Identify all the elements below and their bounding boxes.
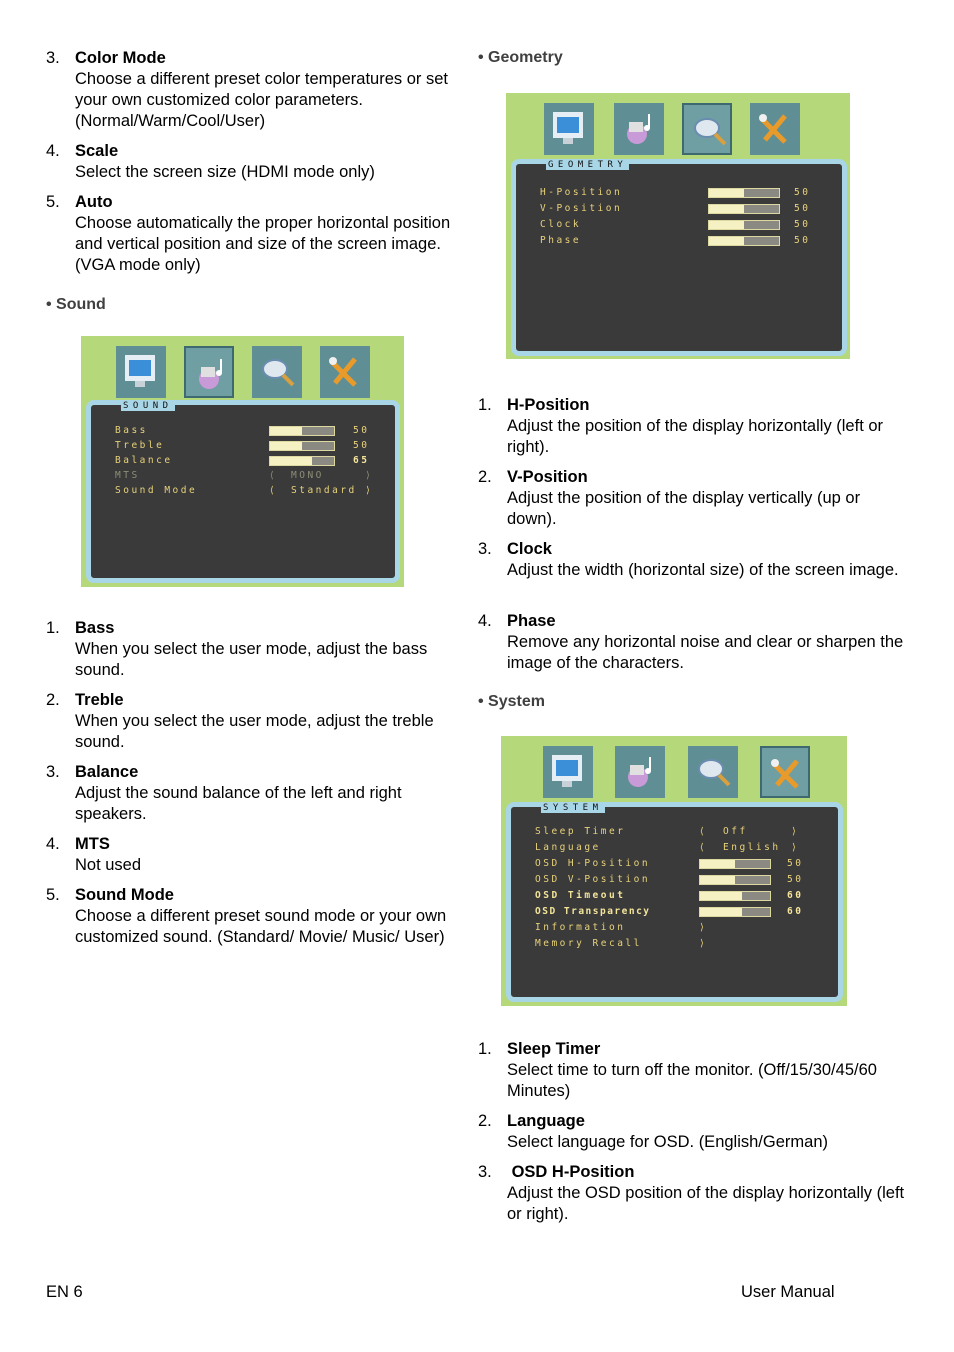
osd-row-clock[interactable] bbox=[540, 218, 832, 232]
item-description: Choose automatically the proper horizontal position and vertical position and size of the screen image. (VGA mode only) bbox=[75, 214, 451, 274]
osd-row-value: 50 bbox=[794, 219, 811, 230]
osd-row-balance[interactable] bbox=[115, 454, 385, 468]
section-heading-system: • System bbox=[478, 693, 545, 710]
osd-icon-bar bbox=[506, 103, 850, 155]
osd-row-value: 50 bbox=[787, 874, 804, 885]
osd-row-option: Off bbox=[723, 826, 748, 837]
item-description: Adjust the OSD position of the display horizontally (left or right). bbox=[507, 1184, 905, 1223]
system-icon bbox=[750, 103, 800, 155]
system-osd-screenshot bbox=[501, 736, 847, 1006]
osd-level-bar bbox=[269, 441, 335, 451]
item-title: H-Position bbox=[507, 396, 590, 414]
osd-row-label: Bass bbox=[115, 425, 148, 436]
osd-row-label: OSD Transparency bbox=[535, 906, 651, 917]
item-body bbox=[75, 141, 456, 183]
osd-row-v-position[interactable] bbox=[540, 202, 832, 216]
osd-row-label: Memory Recall bbox=[535, 938, 642, 949]
osd-level-bar bbox=[708, 204, 780, 214]
osd-level-bar bbox=[699, 907, 771, 917]
item-description: Remove any horizontal noise and clear or sharpen the image of the characters. bbox=[507, 633, 904, 672]
osd-row-label: V-Position bbox=[540, 203, 623, 214]
osd-tab-title: GEOMETRY bbox=[548, 160, 628, 170]
geometry-icon bbox=[688, 746, 738, 798]
osd-level-fill bbox=[270, 442, 302, 450]
osd-level-fill bbox=[709, 237, 744, 245]
item-number: 3. bbox=[46, 49, 60, 67]
osd-row-option: English bbox=[723, 842, 781, 853]
osd-row-label: Phase bbox=[540, 235, 582, 246]
osd-row-label: OSD H-Position bbox=[535, 858, 651, 869]
osd-row-treble[interactable] bbox=[115, 439, 385, 453]
osd-row-phase[interactable] bbox=[540, 234, 832, 248]
osd-row-language[interactable] bbox=[535, 841, 828, 855]
item-number: 5. bbox=[46, 193, 60, 211]
item-body bbox=[507, 539, 908, 581]
chevron-left-icon: ⟨ bbox=[269, 470, 278, 481]
chevron-right-icon: ⟩ bbox=[791, 826, 800, 837]
osd-level-fill bbox=[700, 892, 742, 900]
osd-row-label: OSD V-Position bbox=[535, 874, 651, 885]
osd-level-fill bbox=[709, 205, 744, 213]
item-description: Select time to turn off the monitor. (Off/15/30/45/60 Minutes) bbox=[507, 1061, 877, 1100]
item-number: 4. bbox=[478, 612, 492, 630]
item-number: 4. bbox=[46, 835, 60, 853]
item-number: 4. bbox=[46, 142, 60, 160]
item-body bbox=[75, 885, 456, 948]
osd-level-bar bbox=[699, 891, 771, 901]
osd-row-value: 60 bbox=[787, 890, 804, 901]
osd-tab-title: SOUND bbox=[123, 401, 173, 411]
osd-menu-panel bbox=[86, 400, 400, 583]
osd-menu-panel bbox=[506, 802, 843, 1002]
chevron-right-icon: ⟩ bbox=[699, 938, 708, 949]
osd-row-value: 50 bbox=[353, 425, 370, 436]
item-description: Adjust the sound balance of the left and right speakers. bbox=[75, 784, 402, 823]
osd-row-h-position[interactable] bbox=[540, 186, 832, 200]
osd-row-value: 50 bbox=[794, 235, 811, 246]
chevron-right-icon: ⟩ bbox=[365, 470, 374, 481]
osd-level-bar bbox=[699, 859, 771, 869]
item-description: Not used bbox=[75, 856, 142, 874]
geometry-icon bbox=[682, 103, 732, 155]
item-title: Phase bbox=[507, 612, 556, 630]
osd-level-bar bbox=[269, 456, 335, 466]
item-body bbox=[507, 1162, 908, 1225]
osd-level-bar bbox=[699, 875, 771, 885]
item-body bbox=[75, 48, 456, 132]
sound-osd-screenshot bbox=[81, 336, 404, 587]
osd-row-value: 50 bbox=[353, 440, 370, 451]
item-description: Adjust the width (horizontal size) of the screen image. bbox=[507, 561, 899, 579]
geometry-osd-screenshot bbox=[506, 93, 850, 359]
item-number: 1. bbox=[46, 619, 60, 637]
item-title: V-Position bbox=[507, 468, 588, 486]
osd-row-value: 50 bbox=[794, 187, 811, 198]
osd-level-fill bbox=[709, 189, 744, 197]
osd-row-label: Clock bbox=[540, 219, 582, 230]
chevron-right-icon: ⟩ bbox=[791, 842, 800, 853]
geometry-icon bbox=[252, 346, 302, 398]
item-number: 3. bbox=[46, 763, 60, 781]
item-number: 3. bbox=[478, 540, 492, 558]
item-title: Bass bbox=[75, 619, 115, 637]
osd-row-label: Information bbox=[535, 922, 626, 933]
osd-row-osd-v-position[interactable] bbox=[535, 873, 828, 887]
osd-row-label: Treble bbox=[115, 440, 165, 451]
item-description: Adjust the position of the display horizontally (left or right). bbox=[507, 417, 884, 456]
osd-row-bass[interactable] bbox=[115, 424, 385, 438]
chevron-left-icon: ⟨ bbox=[699, 842, 708, 853]
item-title: Balance bbox=[75, 763, 139, 781]
osd-row-sound-mode[interactable] bbox=[115, 484, 385, 498]
osd-tab-title: SYSTEM bbox=[543, 803, 603, 813]
item-title: Language bbox=[507, 1112, 585, 1130]
item-number: 2. bbox=[478, 468, 492, 486]
sound-icon bbox=[614, 103, 664, 155]
osd-level-fill bbox=[700, 908, 742, 916]
footer-page-number: EN 6 bbox=[46, 1283, 83, 1301]
item-description: Choose a different preset color temperatures or set your own customized color parameters. (Normal/Warm/Cool/User) bbox=[75, 70, 448, 130]
osd-row-mts[interactable] bbox=[115, 469, 385, 483]
osd-level-fill bbox=[709, 221, 744, 229]
item-body bbox=[507, 395, 908, 458]
item-description: When you select the user mode, adjust the treble sound. bbox=[75, 712, 434, 751]
osd-row-value: 50 bbox=[787, 858, 804, 869]
item-description: Choose a different preset sound mode or your own customized sound. (Standard/ Movie/ Music/ User) bbox=[75, 907, 447, 946]
osd-icon-bar bbox=[81, 346, 404, 398]
osd-row-label: Language bbox=[535, 842, 601, 853]
chevron-left-icon: ⟨ bbox=[269, 485, 278, 496]
item-body bbox=[75, 618, 456, 681]
item-number: 1. bbox=[478, 1040, 492, 1058]
osd-menu-panel bbox=[511, 159, 847, 356]
sound-icon bbox=[615, 746, 665, 798]
item-description: Select the screen size (HDMI mode only) bbox=[75, 163, 375, 181]
osd-row-label: Sound Mode bbox=[115, 485, 198, 496]
item-title: Color Mode bbox=[75, 49, 166, 67]
item-description: Adjust the position of the display vertically (up or down). bbox=[507, 489, 861, 528]
osd-row-osd-transparency[interactable] bbox=[535, 905, 828, 919]
item-title: Sound Mode bbox=[75, 886, 174, 904]
item-body bbox=[75, 192, 456, 276]
item-title: Clock bbox=[507, 540, 552, 558]
section-heading-sound: • Sound bbox=[46, 296, 106, 313]
osd-row-value: 65 bbox=[353, 455, 370, 466]
osd-level-fill bbox=[270, 457, 312, 465]
osd-level-fill bbox=[270, 427, 302, 435]
chevron-right-icon: ⟩ bbox=[699, 922, 708, 933]
item-title: Sleep Timer bbox=[507, 1040, 601, 1058]
item-body bbox=[75, 762, 456, 825]
osd-row-osd-timeout[interactable] bbox=[535, 889, 828, 903]
osd-row-label: Sleep Timer bbox=[535, 826, 626, 837]
item-body bbox=[507, 611, 908, 674]
item-description: When you select the user mode, adjust the bass sound. bbox=[75, 640, 428, 679]
system-icon bbox=[760, 746, 810, 798]
system-icon bbox=[320, 346, 370, 398]
section-heading-geometry: • Geometry bbox=[478, 49, 563, 66]
osd-row-sleep-timer[interactable] bbox=[535, 825, 828, 839]
item-title: Auto bbox=[75, 193, 113, 211]
item-body bbox=[507, 1039, 908, 1102]
osd-row-option: Standard bbox=[291, 485, 357, 496]
sound-icon bbox=[184, 346, 234, 398]
osd-row-label: Balance bbox=[115, 455, 173, 466]
item-title: OSD H-Position bbox=[507, 1163, 635, 1181]
osd-row-option: MONO bbox=[291, 470, 324, 481]
item-body bbox=[507, 1111, 908, 1153]
osd-row-value: 60 bbox=[787, 906, 804, 917]
osd-row-memory-recall[interactable] bbox=[535, 937, 828, 951]
osd-level-bar bbox=[708, 236, 780, 246]
item-number: 2. bbox=[46, 691, 60, 709]
osd-row-label: H-Position bbox=[540, 187, 623, 198]
item-body bbox=[75, 690, 456, 753]
osd-level-bar bbox=[708, 188, 780, 198]
item-number: 1. bbox=[478, 396, 492, 414]
item-number: 2. bbox=[478, 1112, 492, 1130]
osd-row-value: 50 bbox=[794, 203, 811, 214]
item-title: Scale bbox=[75, 142, 119, 160]
item-number: 3. bbox=[478, 1163, 492, 1181]
osd-level-fill bbox=[700, 860, 735, 868]
osd-level-bar bbox=[269, 426, 335, 436]
item-title: Treble bbox=[75, 691, 124, 709]
chevron-right-icon: ⟩ bbox=[365, 485, 374, 496]
item-body bbox=[507, 467, 908, 530]
picture-icon bbox=[543, 746, 593, 798]
osd-icon-bar bbox=[501, 746, 847, 798]
osd-level-bar bbox=[708, 220, 780, 230]
picture-icon bbox=[116, 346, 166, 398]
osd-row-osd-h-position[interactable] bbox=[535, 857, 828, 871]
item-description: Select language for OSD. (English/German) bbox=[507, 1133, 828, 1151]
osd-level-fill bbox=[700, 876, 735, 884]
item-body bbox=[75, 834, 456, 876]
item-number: 5. bbox=[46, 886, 60, 904]
osd-row-label: MTS bbox=[115, 470, 140, 481]
item-title: MTS bbox=[75, 835, 110, 853]
footer-manual-title: User Manual bbox=[741, 1283, 835, 1301]
chevron-left-icon: ⟨ bbox=[699, 826, 708, 837]
picture-icon bbox=[544, 103, 594, 155]
osd-row-label: OSD Timeout bbox=[535, 890, 626, 901]
osd-row-information[interactable] bbox=[535, 921, 828, 935]
